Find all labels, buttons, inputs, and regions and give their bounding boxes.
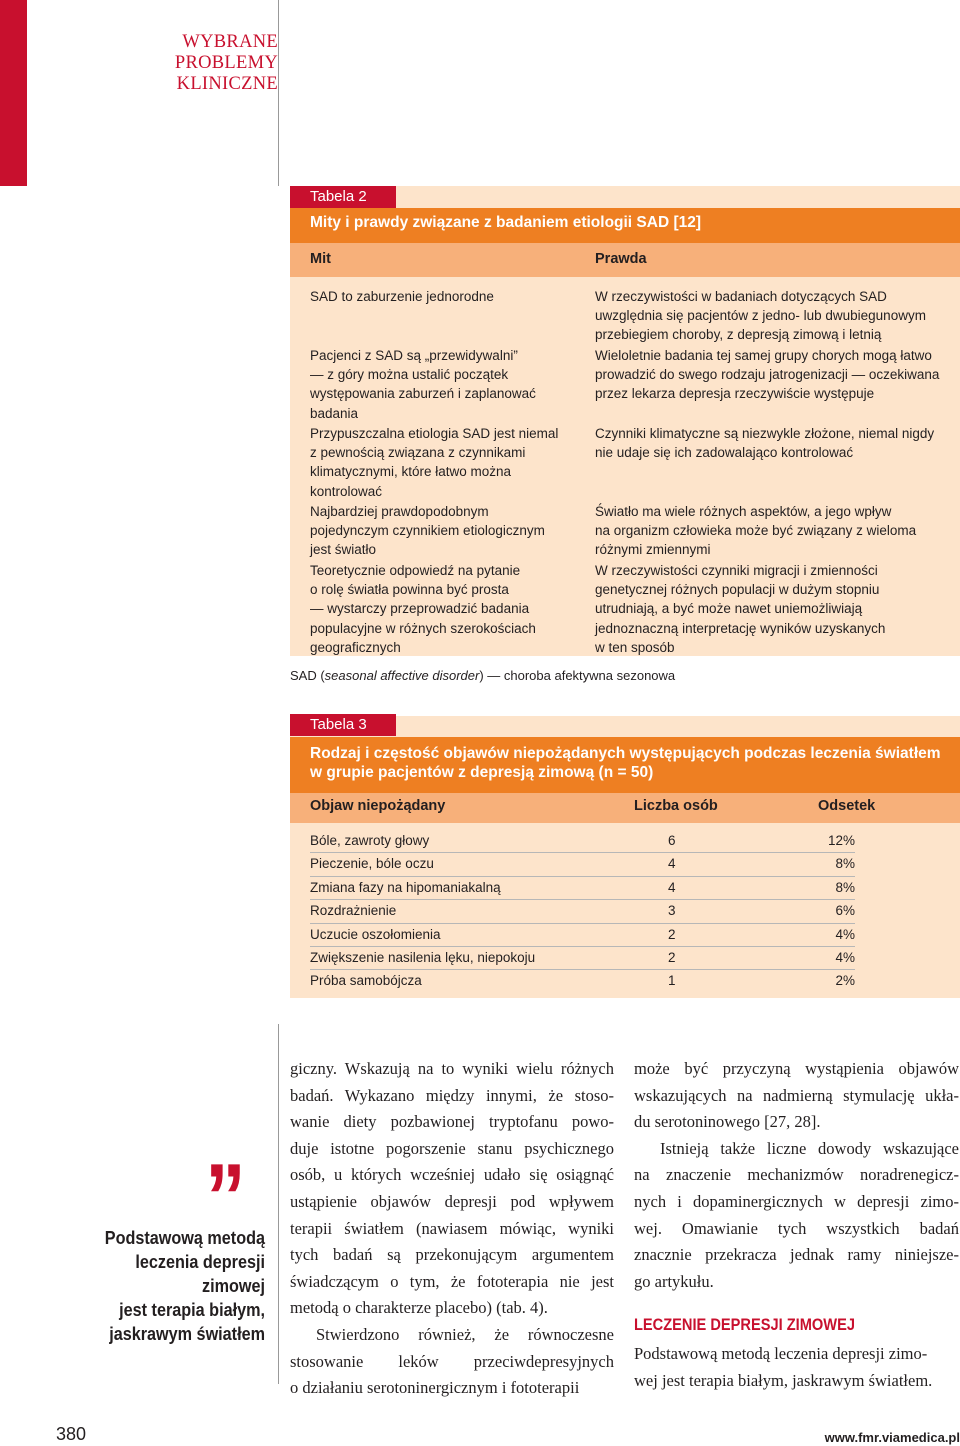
body-column-left <box>290 1056 614 1402</box>
quote-mark-icon: ” <box>205 1144 243 1251</box>
section-color-bar <box>0 0 27 186</box>
symptom-cell: Uczucie oszołomienia <box>310 926 441 942</box>
count-cell: 1 <box>668 973 676 989</box>
table2-truth-cell: Czynniki klimatyczne są niezwykle złożone, niemal nigdy nie udaje się ich zadowalająco kontrolować <box>595 426 935 461</box>
table2-header-truth: Prawda <box>595 251 647 267</box>
body-paragraph: może być przyczyną wystąpienia objawów wskazujących na nadmierną stymulację ukła- du serotoninowego [27, 28]. <box>634 1059 959 1132</box>
count-cell: 4 <box>668 856 676 872</box>
table-row <box>310 923 855 947</box>
percent-cell: 4% <box>835 950 855 965</box>
pullquote: Podstawową metodą leczenia depresji zimowej jest terapia białym, jaskrawym światłem <box>104 1228 265 1344</box>
divider-line <box>278 1024 279 1384</box>
table2-title: Mity i prawdy związane z badaniem etiologii SAD [12] <box>310 214 702 231</box>
table2-footnote: SAD (seasonal affective disorder) — choroba afektywna sezonowa <box>290 668 676 683</box>
symptom-cell: Bóle, zawroty głowy <box>310 833 430 848</box>
symptom-cell: Próba samobójcza <box>310 973 422 989</box>
table2-myth-cell: Najbardziej prawdopodobnym pojedynczym czynnikiem etiologicznym jest światło <box>310 504 545 558</box>
symptom-cell: Zmiana fazy na hipomaniakalną <box>310 879 501 895</box>
table-row <box>310 852 855 876</box>
table2-myth-cell: Teoretycznie odpowiedź na pytanie o rolę światła powinna być prosta — wystarczy przeprowadzić badania populacyjne w różnych szerokościach geograficznych <box>310 563 536 655</box>
body-paragraph: giczny. Wskazują na to wyniki wielu różnych badań. Wykazano między innymi, że stoso- wanie diety pozbawionej tryptofanu powo- duje istotne pogorszenie stanu psychicznego osób, u których wcześniej udało się osiągnąć ustąpienie objawów depresji pod wpływem terapii światłem (nawiasem mówiąc, wyniki tych badań są przekonującym argumentem świadczącym o tym, że fototerapia nie jest metodą o charakterze placebo) (tab. 4). <box>290 1059 614 1318</box>
percent-cell: 8% <box>835 879 855 895</box>
journal-url: www.fmr.viamedica.pl <box>824 1430 960 1445</box>
table3-tag: Tabela 3 <box>290 714 396 736</box>
symptom-cell: Pieczenie, bóle oczu <box>310 856 434 872</box>
table-row <box>310 829 855 853</box>
percent-cell: 2% <box>835 973 855 989</box>
table2-myth-cell: Pacjenci z SAD są „przewidywalni” — z góry można ustalić początek występowania zaburzeń i zaplanować badania <box>310 348 536 421</box>
section-heading: LECZENIE DEPRESJI ZIMOWEJ <box>634 1315 855 1335</box>
table2-header-myth: Mit <box>310 251 331 267</box>
divider-line <box>278 0 279 186</box>
table2-header <box>290 243 960 277</box>
table2-truth-cell: Światło ma wiele różnych aspektów, a jego wpływ na organizm człowieka może być związany z wieloma różnymi zmiennymi <box>595 504 917 558</box>
table-row <box>310 946 855 970</box>
percent-cell: 8% <box>835 856 855 872</box>
symptom-cell: Zwiększenie nasilenia lęku, niepokoju <box>310 950 536 965</box>
body-column-right: może być przyczyną wystąpienia objawów wskazujących na nadmierną stymulację ukła- du serotoninowego [27, 28]. Istnieją także liczne dowody wskazujące na znaczenie mechanizmów noradrenegicz- nych i dopaminergicznych w depresji zimo- wej. Omawianie tych wszystkich badań znacznie przekracza jednak ramy niniejsze- go artykułu. LECZENIE DEPRESJI ZIMOWEJ Podstawową metodą leczenia depresji zimo- wej jest terapia białym, jaskrawym światłem. <box>634 1056 959 1394</box>
table-row <box>310 899 855 923</box>
table-row <box>310 876 855 900</box>
count-cell: 3 <box>668 903 676 919</box>
table2-myth-cell: Przypuszczalna etiologia SAD jest niemal z pewnością związana z czynnikami klimatycznymi, które łatwo można kontrolować <box>310 426 559 499</box>
count-cell: 6 <box>668 833 676 848</box>
table2-tag: Tabela 2 <box>290 186 396 208</box>
page-number: 380 <box>56 1424 87 1444</box>
table3-title: Rodzaj i częstość objawów niepożądanych występujących podczas leczenia światłem w grupie pacjentów z depresją zimową (n = 50) <box>310 745 941 781</box>
count-cell: 2 <box>668 950 676 965</box>
body-paragraph: Stwierdzono również, że równoczesne stosowanie leków przeciwdepresyjnych o działaniu serotoninergicznym i fototerapii <box>290 1324 614 1398</box>
symptom-cell: Rozdrażnienie <box>310 903 397 919</box>
table3-header-count: Liczba osób <box>634 798 718 814</box>
section-label: WYBRANE PROBLEMY KLINICZNE <box>174 32 278 94</box>
table2-truth-cell: W rzeczywistości w badaniach dotyczących SAD uwzględnia się pacjentów z jedno- lub dwubiegunowym przebiegiem choroby, z depresją zimową i letnią <box>595 289 926 343</box>
percent-cell: 4% <box>835 926 855 942</box>
percent-cell: 6% <box>835 903 855 919</box>
table3-header-symptom: Objaw niepożądany <box>310 798 446 814</box>
table2-myth-cell: SAD to zaburzenie jednorodne <box>310 289 494 304</box>
count-cell: 2 <box>668 926 676 942</box>
table2-truth-cell: Wieloletnie badania tej samej grupy chorych mogą łatwo prowadzić do swego rodzaju jatrogenizacji — oczekiwana przez lekarza depresja rzeczywiście występuje <box>595 348 940 402</box>
body-paragraph: Istnieją także liczne dowody wskazujące na znaczenie mechanizmów noradrenegicz- nych i dopaminergicznych w depresji zimo- wej. Omawianie tych wszystkich badań znacznie przekracza jednak ramy niniejsze- go artykułu. <box>634 1138 959 1291</box>
table-row <box>310 969 855 992</box>
table3-header-percent: Odsetek <box>818 798 876 814</box>
table3-header <box>290 793 960 823</box>
percent-cell: 12% <box>827 833 855 848</box>
count-cell: 4 <box>668 879 676 895</box>
table2-truth-cell: W rzeczywistości czynniki migracji i zmienności genetycznej różnych populacji w dużym stopniu utrudniają, a być może nawet uniemożliwiają jednoznaczną interpretację wyników uzyskanych w ten sposób <box>595 563 886 655</box>
